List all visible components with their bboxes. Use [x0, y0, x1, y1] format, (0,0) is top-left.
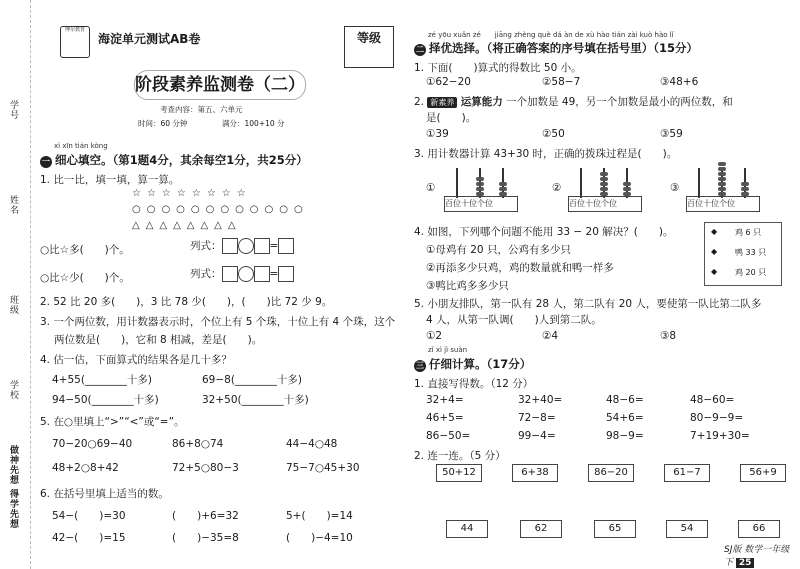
s1-q3b: 两位数是( )，它和 8 相减，差是( )。	[54, 334, 263, 346]
estimate-item: 32+50(________十多)	[202, 394, 309, 406]
match-result[interactable]: 54	[666, 520, 708, 538]
s1-q1: 1. 比一比，填一填，算一算。	[40, 174, 180, 186]
fill-item: 42−( )=15	[52, 532, 126, 544]
compare-item: 86+8○74	[172, 438, 224, 450]
publisher-logo: 博尔教育	[60, 26, 90, 58]
hen-icon: ◆	[711, 227, 718, 236]
formula-a: 列式： =	[190, 238, 294, 254]
s1-q1b: ○比☆少( )个。	[40, 272, 130, 284]
s2-q4: 4. 如图，下列哪个问题不能用 33 − 20 解决？( )。	[414, 226, 674, 238]
brand-title: 海淀单元测试AB卷	[98, 32, 201, 46]
option: ③48+6	[660, 76, 699, 88]
s1-q5: 5. 在○里填上“>”“<”或“=”。	[40, 416, 185, 428]
spine-number-label: 学号	[8, 100, 18, 120]
calc-item: 72−8=	[518, 412, 556, 424]
estimate-item: 4+55(________十多)	[52, 374, 153, 386]
calc-item: 32+40=	[518, 394, 563, 406]
option: ②再添多少只鸡，鸡的数量就和鸭一样多	[426, 262, 614, 274]
spine-name-label: 姓名	[8, 195, 18, 215]
binding-spine	[0, 0, 31, 569]
level-box: 等级	[344, 26, 394, 68]
calc-item: 46+5=	[426, 412, 464, 424]
estimate-item: 94−50(________十多)	[52, 394, 159, 406]
calc-item: 32+4=	[426, 394, 464, 406]
formula-b: 列式： =	[190, 266, 294, 282]
s1-title: 一 细心填空。（第1题4分，其余每空1分，共25分）	[42, 153, 308, 167]
s3-pinyin: zǐ xì jì suàn	[428, 346, 468, 354]
abacus-base-label: 百位十位个位	[686, 196, 760, 212]
abacus-base-label: 百位十位个位	[444, 196, 518, 212]
fill-item: 54−( )=30	[52, 510, 126, 522]
s3-q2: 2. 连一连。（5 分）	[414, 450, 506, 462]
s1-q1a: ○比☆多( )个。	[40, 244, 130, 256]
s2-q2b: 是( )。	[426, 112, 477, 124]
s2-q3: 3. 用计数器计算 43+30 时，正确的拨珠过程是( )。	[414, 148, 678, 160]
compare-item: 75−7○45+30	[286, 462, 360, 474]
compare-item: 48+2○8+42	[52, 462, 119, 474]
spine-vertical-text: 做神先想 得学先想	[8, 445, 18, 530]
fill-item: ( )+6=32	[172, 510, 239, 522]
match-result[interactable]: 65	[594, 520, 636, 538]
fill-item: ( )−4=10	[286, 532, 353, 544]
abacus-3	[686, 164, 758, 212]
match-result[interactable]: 62	[520, 520, 562, 538]
s2-pinyin: zé yōu xuǎn zé jiāng zhèng què dá àn de xù hào tián zài kuò hào lǐ	[428, 31, 674, 39]
farm-label: 鸡 6 只	[735, 228, 762, 237]
s1-pinyin: xì xīn tián kòng	[54, 142, 108, 150]
match-result[interactable]: 66	[738, 520, 780, 538]
option: ①2	[426, 330, 443, 342]
s2-q2: 2. 新素养 运算能力 一个加数是 49，另一个加数是最小的两位数，和	[414, 96, 733, 108]
calc-item: 54+6=	[606, 412, 644, 424]
poultry-picture	[704, 222, 782, 286]
estimate-item: 69−8(________十多)	[202, 374, 303, 386]
fill-item: ( )−35=8	[172, 532, 239, 544]
duck-icon: ◆	[711, 247, 718, 256]
s2-q1: 1. 下面( )算式的得数比 50 小。	[414, 62, 582, 74]
compare-item: 72+5○80−3	[172, 462, 239, 474]
page-number: 25	[736, 558, 755, 568]
option: ③鸭比鸡多多少只	[426, 280, 509, 292]
calc-item: 48−60=	[690, 394, 735, 406]
match-expression[interactable]: 61−7	[664, 464, 710, 482]
circles-row: ○○○○○○○○○○○○	[132, 204, 309, 215]
compare-item: 44−4○48	[286, 438, 338, 450]
match-expression[interactable]: 86−20	[588, 464, 634, 482]
abacus-1	[444, 164, 516, 212]
s1-q3a: 3. 一个两位数，用计数器表示时，个位上有 5 个珠，十位上有 4 个珠，这个	[40, 316, 396, 328]
s2-title: 二 择优选择。（将正确答案的序号填在括号里）（15分）	[416, 41, 699, 55]
option: ③8	[660, 330, 677, 342]
farm-label: 鸡 20 只	[735, 268, 767, 277]
abacus-base-label: 百位十位个位	[568, 196, 642, 212]
calc-item: 86−50=	[426, 430, 471, 442]
option: ②4	[542, 330, 559, 342]
option: ①62−20	[426, 76, 471, 88]
option: ①	[426, 182, 436, 194]
calc-item: 99−4=	[518, 430, 556, 442]
exam-time: 时间：60 分钟	[138, 119, 188, 128]
spine-class-label: 班级	[8, 295, 18, 315]
section-one-marker: 一	[42, 157, 50, 166]
farm-label: 鸭 33 只	[735, 248, 767, 257]
s3-title: 三 仔细计算。（17分）	[416, 357, 532, 371]
triangles-row: △△△△△△△△	[132, 220, 242, 231]
calc-item: 80−9−9=	[690, 412, 744, 424]
option: ③	[670, 182, 680, 194]
option: ②58−7	[542, 76, 581, 88]
option: ②50	[542, 128, 565, 140]
s2-q5a: 5. 小朋友排队，第一队有 28 人，第二队有 20 人，要使第一队比第二队多	[414, 298, 762, 310]
new-literacy-tag: 新素养	[427, 97, 457, 108]
s1-q6: 6. 在括号里填上适当的数。	[40, 488, 169, 500]
page-footer: SJ版 数学一年级 下 25	[724, 545, 790, 568]
s2-q5b: 4 人，从第一队调( )人到第二队。	[426, 314, 602, 326]
option: ①39	[426, 128, 449, 140]
section-three-marker: 三	[416, 361, 424, 370]
option: ③59	[660, 128, 683, 140]
match-expression[interactable]: 56+9	[740, 464, 786, 482]
section-two-marker: 二	[416, 45, 424, 54]
s3-q1: 1. 直接写得数。（12 分）	[414, 378, 534, 390]
option: ②	[552, 182, 562, 194]
calc-item: 48−6=	[606, 394, 644, 406]
page-title: 阶段素养监测卷（二）	[134, 70, 306, 100]
spine-school-label: 学校	[8, 380, 18, 400]
abacus-2	[568, 164, 640, 212]
stars-row: ☆☆☆☆☆☆☆☆	[132, 188, 252, 199]
right-column	[414, 0, 794, 569]
s1-q4: 4. 估一估，下面算式的结果各是几十多？	[40, 354, 232, 366]
match-expression[interactable]: 50+12	[436, 464, 482, 482]
calc-item: 98−9=	[606, 430, 644, 442]
option: ①母鸡有 20 只，公鸡有多少只	[426, 244, 571, 256]
exam-score: 满分：100+10 分	[222, 119, 285, 128]
s1-q2: 2. 52 比 20 多( )，3 比 78 少( )，( )比 72 少 9。	[40, 296, 333, 308]
calc-item: 7+19+30=	[690, 430, 750, 442]
match-expression[interactable]: 6+38	[512, 464, 558, 482]
left-column	[40, 0, 400, 569]
fill-item: 5+( )=14	[286, 510, 353, 522]
compare-item: 70−20○69−40	[52, 438, 133, 450]
chick-icon: ◆	[711, 267, 718, 276]
exam-scope: 考查内容：第五、六单元	[160, 105, 243, 114]
match-result[interactable]: 44	[446, 520, 488, 538]
